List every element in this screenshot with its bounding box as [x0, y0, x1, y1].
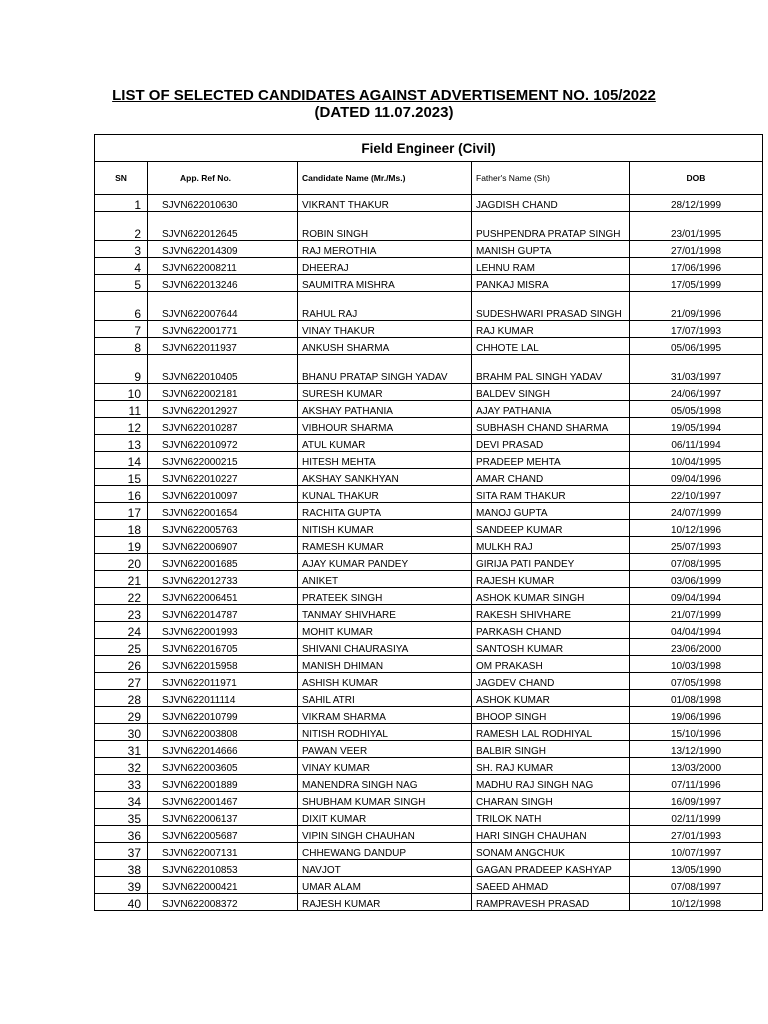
table-row — [95, 877, 763, 894]
cell-father-name: LEHNU RAM — [472, 258, 630, 275]
cell-dob: 07/08/1997 — [630, 877, 763, 894]
cell-dob: 07/05/1998 — [630, 673, 763, 690]
cell-sn: 34 — [95, 792, 148, 809]
cell-app-ref: SJVN622001993 — [148, 622, 298, 639]
cell-sn: 38 — [95, 860, 148, 877]
cell-candidate-name: VINAY KUMAR — [298, 758, 472, 775]
table-row — [95, 452, 763, 469]
cell-father-name: OM PRAKASH — [472, 656, 630, 673]
cell-sn: 27 — [95, 673, 148, 690]
cell-father-name: PRADEEP MEHTA — [472, 452, 630, 469]
cell-dob: 27/01/1993 — [630, 826, 763, 843]
cell-candidate-name: RAHUL RAJ — [298, 292, 472, 321]
cell-sn: 18 — [95, 520, 148, 537]
table-row — [95, 724, 763, 741]
table-row — [95, 469, 763, 486]
cell-app-ref: SJVN622006137 — [148, 809, 298, 826]
cell-sn: 8 — [95, 338, 148, 355]
table-row — [95, 195, 763, 212]
table-row — [95, 588, 763, 605]
cell-father-name: HARI SINGH CHAUHAN — [472, 826, 630, 843]
cell-father-name: CHHOTE LAL — [472, 338, 630, 355]
document-subtitle: (DATED 11.07.2023) — [314, 104, 454, 121]
cell-father-name: JAGDISH CHAND — [472, 195, 630, 212]
table-row — [95, 401, 763, 418]
cell-app-ref: SJVN622001467 — [148, 792, 298, 809]
table-row — [95, 275, 763, 292]
cell-sn: 32 — [95, 758, 148, 775]
cell-dob: 13/03/2000 — [630, 758, 763, 775]
candidates-table — [94, 134, 763, 911]
cell-candidate-name: ASHISH KUMAR — [298, 673, 472, 690]
cell-candidate-name: PRATEEK SINGH — [298, 588, 472, 605]
cell-dob: 13/05/1990 — [630, 860, 763, 877]
cell-sn: 36 — [95, 826, 148, 843]
cell-dob: 31/03/1997 — [630, 355, 763, 384]
cell-candidate-name: VIPIN SINGH CHAUHAN — [298, 826, 472, 843]
cell-app-ref: SJVN622007644 — [148, 292, 298, 321]
cell-dob: 19/05/1994 — [630, 418, 763, 435]
cell-candidate-name: NITISH RODHIYAL — [298, 724, 472, 741]
cell-candidate-name: DIXIT KUMAR — [298, 809, 472, 826]
cell-father-name: PARKASH CHAND — [472, 622, 630, 639]
cell-candidate-name: VIKRANT THAKUR — [298, 195, 472, 212]
cell-sn: 22 — [95, 588, 148, 605]
table-row — [95, 826, 763, 843]
cell-candidate-name: PAWAN VEER — [298, 741, 472, 758]
cell-app-ref: SJVN622010799 — [148, 707, 298, 724]
cell-app-ref: SJVN622002181 — [148, 384, 298, 401]
cell-dob: 01/08/1998 — [630, 690, 763, 707]
cell-sn: 35 — [95, 809, 148, 826]
cell-dob: 21/07/1999 — [630, 605, 763, 622]
cell-app-ref: SJVN622014787 — [148, 605, 298, 622]
cell-dob: 07/11/1996 — [630, 775, 763, 792]
cell-sn: 39 — [95, 877, 148, 894]
cell-app-ref: SJVN622016705 — [148, 639, 298, 656]
cell-app-ref: SJVN622010972 — [148, 435, 298, 452]
table-row — [95, 384, 763, 401]
cell-sn: 10 — [95, 384, 148, 401]
cell-app-ref: SJVN622012733 — [148, 571, 298, 588]
cell-dob: 15/10/1996 — [630, 724, 763, 741]
cell-father-name: RAMPRAVESH PRASAD — [472, 894, 630, 911]
cell-dob: 06/11/1994 — [630, 435, 763, 452]
cell-app-ref: SJVN622014309 — [148, 241, 298, 258]
cell-candidate-name: AKSHAY PATHANIA — [298, 401, 472, 418]
cell-app-ref: SJVN622012927 — [148, 401, 298, 418]
cell-sn: 11 — [95, 401, 148, 418]
table-row — [95, 656, 763, 673]
cell-father-name: AJAY PATHANIA — [472, 401, 630, 418]
cell-candidate-name: SHIVANI CHAURASIYA — [298, 639, 472, 656]
cell-dob: 10/04/1995 — [630, 452, 763, 469]
cell-candidate-name: ANKUSH SHARMA — [298, 338, 472, 355]
table-row — [95, 792, 763, 809]
cell-dob: 09/04/1996 — [630, 469, 763, 486]
table-row — [95, 690, 763, 707]
cell-sn: 19 — [95, 537, 148, 554]
cell-app-ref: SJVN622007131 — [148, 843, 298, 860]
cell-candidate-name: MANISH DHIMAN — [298, 656, 472, 673]
table-row — [95, 355, 763, 384]
table-row — [95, 860, 763, 877]
cell-father-name: BALBIR SINGH — [472, 741, 630, 758]
cell-candidate-name: AJAY KUMAR PANDEY — [298, 554, 472, 571]
table-row — [95, 639, 763, 656]
cell-father-name: CHARAN SINGH — [472, 792, 630, 809]
table-row — [95, 741, 763, 758]
cell-father-name: DEVI PRASAD — [472, 435, 630, 452]
cell-candidate-name: ROBIN SINGH — [298, 212, 472, 241]
table-row — [95, 212, 763, 241]
cell-father-name: RAMESH LAL RODHIYAL — [472, 724, 630, 741]
cell-sn: 1 — [95, 195, 148, 212]
cell-father-name: AMAR CHAND — [472, 469, 630, 486]
cell-dob: 02/11/1999 — [630, 809, 763, 826]
table-row — [95, 241, 763, 258]
cell-app-ref: SJVN622011971 — [148, 673, 298, 690]
cell-candidate-name: SAHIL ATRI — [298, 690, 472, 707]
cell-dob: 27/01/1998 — [630, 241, 763, 258]
table-row — [95, 321, 763, 338]
cell-dob: 10/12/1998 — [630, 894, 763, 911]
cell-sn: 5 — [95, 275, 148, 292]
cell-sn: 17 — [95, 503, 148, 520]
cell-dob: 10/07/1997 — [630, 843, 763, 860]
cell-candidate-name: RAJESH KUMAR — [298, 894, 472, 911]
cell-father-name: SANDEEP KUMAR — [472, 520, 630, 537]
cell-sn: 16 — [95, 486, 148, 503]
table-row — [95, 605, 763, 622]
cell-father-name: JAGDEV CHAND — [472, 673, 630, 690]
cell-sn: 31 — [95, 741, 148, 758]
cell-candidate-name: ATUL KUMAR — [298, 435, 472, 452]
cell-dob: 17/05/1999 — [630, 275, 763, 292]
cell-dob: 28/12/1999 — [630, 195, 763, 212]
table-row — [95, 673, 763, 690]
cell-father-name: RAKESH SHIVHARE — [472, 605, 630, 622]
cell-candidate-name: MOHIT KUMAR — [298, 622, 472, 639]
cell-candidate-name: SAUMITRA MISHRA — [298, 275, 472, 292]
cell-app-ref: SJVN622005763 — [148, 520, 298, 537]
cell-dob: 07/08/1995 — [630, 554, 763, 571]
cell-sn: 24 — [95, 622, 148, 639]
cell-candidate-name: DHEERAJ — [298, 258, 472, 275]
cell-father-name: RAJESH KUMAR — [472, 571, 630, 588]
cell-candidate-name: NITISH KUMAR — [298, 520, 472, 537]
table-row — [95, 503, 763, 520]
cell-app-ref: SJVN622013246 — [148, 275, 298, 292]
cell-father-name: ASHOK KUMAR SINGH — [472, 588, 630, 605]
cell-candidate-name: SHUBHAM KUMAR SINGH — [298, 792, 472, 809]
cell-sn: 21 — [95, 571, 148, 588]
cell-app-ref: SJVN622008372 — [148, 894, 298, 911]
cell-father-name: SONAM ANGCHUK — [472, 843, 630, 860]
cell-father-name: TRILOK NATH — [472, 809, 630, 826]
cell-father-name: MANOJ GUPTA — [472, 503, 630, 520]
table-row — [95, 554, 763, 571]
table-row — [95, 571, 763, 588]
table-row — [95, 338, 763, 355]
cell-sn: 29 — [95, 707, 148, 724]
table-row — [95, 418, 763, 435]
cell-candidate-name: ANIKET — [298, 571, 472, 588]
cell-sn: 3 — [95, 241, 148, 258]
col-header-father: Father's Name (Sh) — [472, 162, 630, 195]
table-row — [95, 622, 763, 639]
col-header-dob: DOB — [630, 162, 763, 195]
cell-dob: 17/06/1996 — [630, 258, 763, 275]
cell-app-ref: SJVN622011114 — [148, 690, 298, 707]
cell-sn: 7 — [95, 321, 148, 338]
cell-sn: 14 — [95, 452, 148, 469]
cell-sn: 15 — [95, 469, 148, 486]
cell-father-name: SITA RAM THAKUR — [472, 486, 630, 503]
cell-dob: 16/09/1997 — [630, 792, 763, 809]
cell-app-ref: SJVN622003808 — [148, 724, 298, 741]
cell-candidate-name: RACHITA GUPTA — [298, 503, 472, 520]
cell-candidate-name: HITESH MEHTA — [298, 452, 472, 469]
cell-app-ref: SJVN622001685 — [148, 554, 298, 571]
table-row — [95, 775, 763, 792]
cell-father-name: PANKAJ MISRA — [472, 275, 630, 292]
cell-father-name: GIRIJA PATI PANDEY — [472, 554, 630, 571]
table-row — [95, 894, 763, 911]
cell-sn: 20 — [95, 554, 148, 571]
cell-father-name: BALDEV SINGH — [472, 384, 630, 401]
cell-father-name: GAGAN PRADEEP KASHYAP — [472, 860, 630, 877]
cell-app-ref: SJVN622011937 — [148, 338, 298, 355]
table-row — [95, 537, 763, 554]
cell-sn: 2 — [95, 212, 148, 241]
cell-app-ref: SJVN622010097 — [148, 486, 298, 503]
cell-sn: 26 — [95, 656, 148, 673]
table-row — [95, 758, 763, 775]
cell-app-ref: SJVN622001771 — [148, 321, 298, 338]
cell-father-name: SANTOSH KUMAR — [472, 639, 630, 656]
cell-dob: 13/12/1990 — [630, 741, 763, 758]
cell-dob: 05/05/1998 — [630, 401, 763, 418]
cell-candidate-name: RAMESH KUMAR — [298, 537, 472, 554]
table-row — [95, 707, 763, 724]
cell-sn: 25 — [95, 639, 148, 656]
document-title — [0, 87, 768, 104]
table-row — [95, 486, 763, 503]
cell-sn: 30 — [95, 724, 148, 741]
cell-sn: 28 — [95, 690, 148, 707]
cell-app-ref: SJVN622008211 — [148, 258, 298, 275]
cell-sn: 40 — [95, 894, 148, 911]
col-header-name: Candidate Name (Mr./Ms.) — [298, 162, 472, 195]
cell-app-ref: SJVN622010287 — [148, 418, 298, 435]
cell-father-name: SUDESHWARI PRASAD SINGH — [472, 292, 630, 321]
cell-sn: 6 — [95, 292, 148, 321]
cell-candidate-name: SURESH KUMAR — [298, 384, 472, 401]
cell-sn: 37 — [95, 843, 148, 860]
table-row — [95, 809, 763, 826]
cell-dob: 23/01/1995 — [630, 212, 763, 241]
cell-candidate-name: UMAR ALAM — [298, 877, 472, 894]
cell-dob: 04/04/1994 — [630, 622, 763, 639]
header-row — [95, 162, 763, 195]
cell-sn: 33 — [95, 775, 148, 792]
table-row — [95, 292, 763, 321]
col-header-ref: App. Ref No. — [148, 162, 298, 195]
cell-app-ref: SJVN622014666 — [148, 741, 298, 758]
cell-dob: 22/10/1997 — [630, 486, 763, 503]
cell-father-name: RAJ KUMAR — [472, 321, 630, 338]
cell-candidate-name: NAVJOT — [298, 860, 472, 877]
cell-sn: 23 — [95, 605, 148, 622]
cell-app-ref: SJVN622006451 — [148, 588, 298, 605]
cell-candidate-name: AKSHAY SANKHYAN — [298, 469, 472, 486]
section-title: Field Engineer (Civil) — [95, 135, 763, 162]
cell-app-ref: SJVN622010630 — [148, 195, 298, 212]
cell-app-ref: SJVN622001654 — [148, 503, 298, 520]
cell-candidate-name: VINAY THAKUR — [298, 321, 472, 338]
cell-app-ref: SJVN622015958 — [148, 656, 298, 673]
cell-candidate-name: RAJ MEROTHIA — [298, 241, 472, 258]
cell-dob: 03/06/1999 — [630, 571, 763, 588]
cell-candidate-name: VIBHOUR SHARMA — [298, 418, 472, 435]
cell-candidate-name: BHANU PRATAP SINGH YADAV — [298, 355, 472, 384]
cell-father-name: MADHU RAJ SINGH NAG — [472, 775, 630, 792]
section-row — [95, 135, 763, 162]
cell-candidate-name: VIKRAM SHARMA — [298, 707, 472, 724]
cell-father-name: BHOOP SINGH — [472, 707, 630, 724]
cell-father-name: SH. RAJ KUMAR — [472, 758, 630, 775]
cell-father-name: ASHOK KUMAR — [472, 690, 630, 707]
cell-app-ref: SJVN622000421 — [148, 877, 298, 894]
title-line-1: LIST OF SELECTED CANDIDATES AGAINST ADVERTISEMENT NO. 105/2022 — [112, 87, 656, 104]
table-row — [95, 435, 763, 452]
cell-dob: 09/04/1994 — [630, 588, 763, 605]
cell-father-name: MULKH RAJ — [472, 537, 630, 554]
cell-dob: 17/07/1993 — [630, 321, 763, 338]
cell-app-ref: SJVN622000215 — [148, 452, 298, 469]
table-row — [95, 258, 763, 275]
cell-dob: 24/07/1999 — [630, 503, 763, 520]
cell-app-ref: SJVN622010405 — [148, 355, 298, 384]
cell-app-ref: SJVN622006907 — [148, 537, 298, 554]
cell-dob: 05/06/1995 — [630, 338, 763, 355]
cell-sn: 4 — [95, 258, 148, 275]
cell-father-name: SAEED AHMAD — [472, 877, 630, 894]
cell-dob: 19/06/1996 — [630, 707, 763, 724]
cell-candidate-name: MANENDRA SINGH NAG — [298, 775, 472, 792]
cell-candidate-name: CHHEWANG DANDUP — [298, 843, 472, 860]
cell-app-ref: SJVN622010227 — [148, 469, 298, 486]
cell-father-name: MANISH GUPTA — [472, 241, 630, 258]
col-header-sn: SN — [95, 162, 148, 195]
cell-sn: 13 — [95, 435, 148, 452]
cell-dob: 10/03/1998 — [630, 656, 763, 673]
cell-dob: 23/06/2000 — [630, 639, 763, 656]
table-row — [95, 843, 763, 860]
cell-dob: 25/07/1993 — [630, 537, 763, 554]
cell-candidate-name: TANMAY SHIVHARE — [298, 605, 472, 622]
cell-app-ref: SJVN622010853 — [148, 860, 298, 877]
cell-dob: 10/12/1996 — [630, 520, 763, 537]
cell-sn: 9 — [95, 355, 148, 384]
cell-dob: 21/09/1996 — [630, 292, 763, 321]
cell-dob: 24/06/1997 — [630, 384, 763, 401]
cell-app-ref: SJVN622003605 — [148, 758, 298, 775]
cell-father-name: PUSHPENDRA PRATAP SINGH — [472, 212, 630, 241]
cell-candidate-name: KUNAL THAKUR — [298, 486, 472, 503]
cell-father-name: SUBHASH CHAND SHARMA — [472, 418, 630, 435]
table-row — [95, 520, 763, 537]
cell-app-ref: SJVN622005687 — [148, 826, 298, 843]
cell-app-ref: SJVN622001889 — [148, 775, 298, 792]
cell-app-ref: SJVN622012645 — [148, 212, 298, 241]
cell-sn: 12 — [95, 418, 148, 435]
cell-father-name: BRAHM PAL SINGH YADAV — [472, 355, 630, 384]
